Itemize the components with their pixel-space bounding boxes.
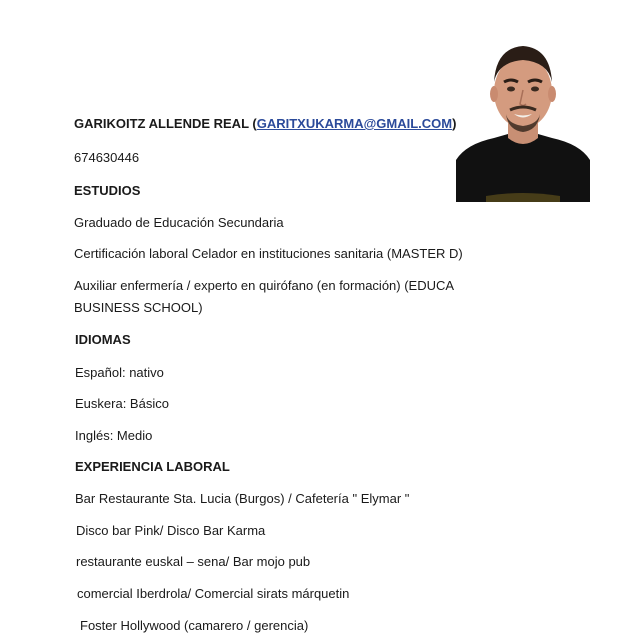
email-link[interactable]: GARITXUKARMA@GMAIL.COM <box>256 116 453 131</box>
estudios-item: Auxiliar enfermería / experto en quirófano (en formación) (EDUCA BUSINESS SCHOOL) <box>74 278 454 315</box>
experiencia-item: comercial Iberdrola/ Comercial sirats márquetin <box>77 586 350 601</box>
experiencia-item: Disco bar Pink/ Disco Bar Karma <box>76 523 266 538</box>
name-close-paren: ) <box>452 116 457 131</box>
candidate-name: GARIKOITZ ALLENDE REAL ( <box>74 116 257 131</box>
experiencia-item: Foster Hollywood (camarero / gerencia) <box>80 618 309 633</box>
name-line <box>74 113 456 135</box>
estudios-item: Graduado de Educación Secundaria <box>74 215 284 230</box>
idiomas-item: Euskera: Básico <box>75 396 169 411</box>
idiomas-item: Inglés: Medio <box>75 428 153 443</box>
experiencia-item: restaurante euskal – sena/ Bar mojo pub <box>76 554 311 569</box>
estudios-item: Certificación laboral Celador en instituciones sanitaria (MASTER D) <box>74 246 463 261</box>
estudios-heading: ESTUDIOS <box>74 183 141 198</box>
phone-number: 674630446 <box>74 150 140 165</box>
profile-photo <box>456 42 590 202</box>
portrait-illustration <box>456 42 590 202</box>
idiomas-heading: IDIOMAS <box>75 332 131 347</box>
experiencia-item: Bar Restaurante Sta. Lucia (Burgos) / Cafetería " Elymar " <box>75 491 410 506</box>
idiomas-item: Español: nativo <box>75 365 164 380</box>
experiencia-heading: EXPERIENCIA LABORAL <box>75 459 230 474</box>
